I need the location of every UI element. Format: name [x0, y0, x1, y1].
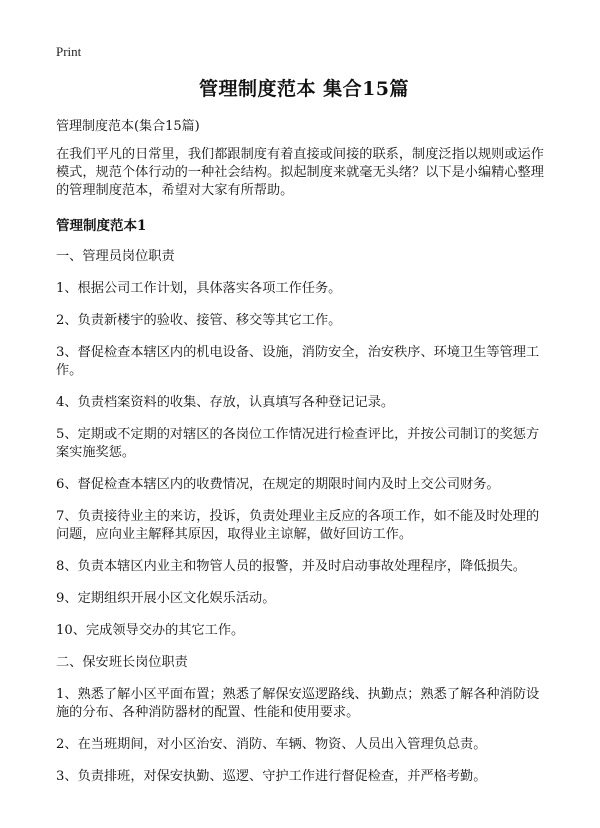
list-item: 2、负责新楼宇的验收、接管、移交等其它工作。 [56, 313, 342, 328]
list-item: 8、负责本辖区内业主和物管人员的报警，并及时启动事故处理程序，降低损失。 [56, 559, 526, 574]
list-item: 6、督促检查本辖区内的收费情况，在规定的期限时间内及时上交公司财务。 [56, 477, 500, 492]
list-item: 5、定期或不定期的对辖区的各岗位工作情况进行检查评比，并按公司制订的奖惩方案实施奖惩。 [56, 427, 540, 460]
list-item: 1、熟悉了解小区平面布置；熟悉了解保安巡逻路线、执勤点；熟悉了解各种消防设施的分布、各种消防器材的配置、性能和使用要求。 [56, 687, 540, 720]
document-subtitle: 管理制度范本(集合15篇) [56, 119, 200, 134]
list-item: 1、根据公司工作计划，具体落实各项工作任务。 [56, 281, 342, 296]
part2-list [56, 686, 552, 786]
intro-paragraph: 在我们平凡的日常里，我们都跟制度有着直接或间接的联系，制度泛指以规则或运作模式，规范个体行动的一种社会结构。拟起制度来就毫无头绪？以下是小编精心整理的管理制度范本，希望对大家有所帮助。 [56, 147, 544, 198]
document-title: 管理制度范本 集合15篇 [198, 78, 410, 100]
print-label: Print [56, 44, 82, 59]
part1-list [56, 280, 552, 640]
part1-heading: 一、管理员岗位职责 [56, 249, 175, 264]
part2-heading: 二、保安班长岗位职责 [56, 655, 188, 670]
list-item: 3、督促检查本辖区内的机电设备、设施，消防安全，治安秩序、环境卫生等管理工作。 [56, 345, 540, 378]
section-heading: 管理制度范本1 [56, 218, 147, 234]
list-item: 3、负责排班，对保安执勤、巡逻、守护工作进行督促检查，并严格考勤。 [56, 769, 487, 784]
list-item: 10、完成领导交办的其它工作。 [56, 623, 245, 638]
list-item: 9、定期组织开展小区文化娱乐活动。 [56, 591, 276, 606]
list-item: 2、在当班期间，对小区治安、消防、车辆、物资、人员出入管理负总责。 [56, 737, 487, 752]
list-item: 7、负责接待业主的来访，投诉，负责处理业主反应的各项工作，如不能及时处理的问题，应向业主解释其原因，取得业主谅解，做好回访工作。 [56, 509, 540, 542]
list-item: 4、负责档案资料的收集、存放，认真填写各种登记记录。 [56, 395, 395, 410]
